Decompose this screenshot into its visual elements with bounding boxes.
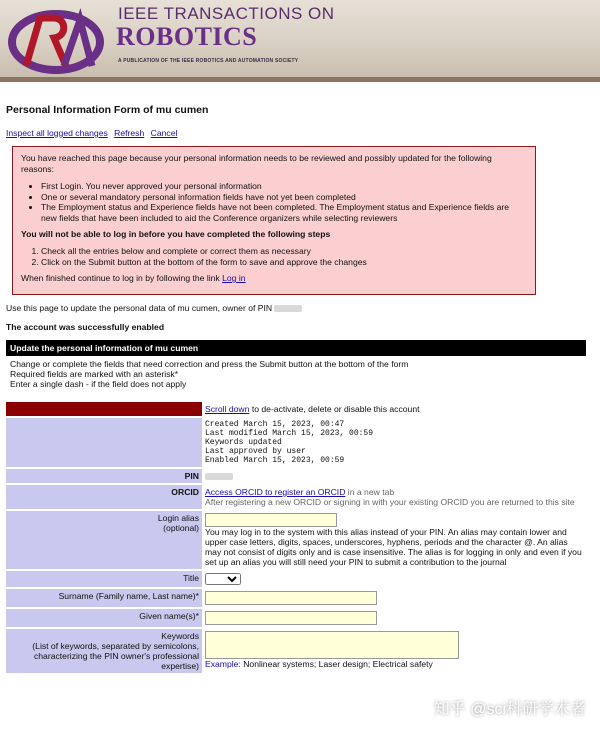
personal-info-form (6, 400, 586, 675)
orcid-note: After registering a new ORCID or signing in with your existing ORCID you are returned to this site (205, 497, 575, 507)
title-label-cell (6, 571, 202, 587)
pin-value-cell (202, 469, 586, 483)
alert-reason: • The Employment status and Experience fields have not been completed. The Employment status and Experience fields are new fields that have been included to aid the Conference organizers while selecting reviewers (41, 202, 527, 223)
form-row-alias (6, 511, 586, 569)
refresh-link[interactable]: Refresh (114, 128, 145, 138)
form-label-cell (6, 402, 202, 416)
instructions (6, 356, 594, 392)
pin-label: PIN (184, 471, 199, 481)
alias-help: You may log in to the system with this alias instead of your PIN. An alias may contain lower and upper case letters, digits, spaces, underscores, hyphens, periods and the character @. An alias may not consist of digits only and is case insensitive. The alias is for logging in only and even if you set up an alias you will still need your PIN to submit a contribution to the journal (205, 527, 582, 567)
scroll-cell (202, 402, 586, 416)
form-row-given (6, 609, 586, 627)
alert-step: 2. Click on the Submit button at the bottom of the form to save and approve the changes (41, 257, 527, 268)
scroll-text: to de-activate, delete or disable this account (251, 404, 420, 414)
form-row-pin (6, 469, 586, 483)
form-row-title (6, 571, 586, 587)
title-value-cell (202, 571, 586, 587)
title-select[interactable] (205, 573, 241, 585)
form-label-cell (6, 418, 202, 467)
keywords-value-cell (202, 629, 586, 673)
example-text: Nonlinear systems; Laser design; Electrical safety (243, 659, 433, 669)
pin-info (6, 303, 594, 314)
surname-value-cell (202, 589, 586, 607)
log-cell (202, 418, 586, 467)
journal-banner (0, 0, 600, 82)
orcid-value-cell (202, 485, 586, 509)
zhihu-watermark: 知乎 @sci科研学术者 (433, 701, 586, 718)
login-alias-input[interactable] (205, 513, 337, 527)
pin-value-redacted (205, 473, 233, 480)
orcid-label-cell (6, 485, 202, 509)
example-label: Example: (205, 659, 241, 669)
section-heading: Update the personal information of mu cumen (6, 340, 586, 356)
account-log: Created March 15, 2023, 00:47 Last modified March 15, 2023, 00:59 Keywords updated Last approved by user Enabled March 15, 2023, 00:59 (205, 420, 374, 465)
page-title: Personal Information Form of mu cumen (6, 104, 209, 116)
pin-info-text: Use this page to update the personal data of mu cumen, owner of PIN (6, 303, 273, 313)
banner-line2: ROBOTICS (116, 22, 258, 51)
form-row-orcid (6, 485, 586, 509)
instruction-line: Required fields are marked with an asterisk* (10, 369, 179, 379)
alert-reason: • One or several mandatory personal information fields have not yet been completed (41, 192, 527, 203)
orcid-label: ORCID (171, 487, 199, 497)
surname-input[interactable] (205, 591, 377, 605)
alert-reasons (21, 181, 527, 223)
alert-finish-text: When finished continue to log in by following the link (21, 273, 220, 283)
surname-label-cell (6, 589, 202, 607)
orcid-tab-note: in a new tab (347, 487, 395, 497)
alert-finish (21, 273, 527, 284)
success-message: The account was successfully enabled (6, 322, 165, 332)
keywords-sub: (List of keywords, separated by semicolons, characterizing the PIN owner's professional expertise) (32, 641, 199, 671)
top-links (6, 128, 594, 138)
given-value-cell (202, 609, 586, 627)
page-content (6, 100, 594, 675)
given-label-cell (6, 609, 202, 627)
pin-redacted (274, 305, 302, 312)
surname-label: Surname (Family name, Last name)* (58, 591, 199, 601)
instruction-line: Enter a single dash - if the field does not apply (10, 379, 187, 389)
login-link[interactable]: Log in (222, 273, 246, 283)
alias-label: Login alias (157, 513, 199, 523)
form-row-log (6, 418, 586, 467)
orcid-register-link[interactable]: Access ORCID to register an ORCID (205, 487, 346, 497)
keywords-label: Keywords (161, 631, 199, 641)
banner-line1: IEEE TRANSACTIONS ON (118, 4, 335, 23)
alert-warning: You will not be able to log in before you have completed the following steps (21, 229, 331, 239)
alert-steps (21, 246, 527, 267)
review-alert-box (12, 146, 536, 295)
form-row-surname (6, 589, 586, 607)
cancel-link[interactable]: Cancel (150, 128, 178, 138)
title-label: Title (183, 573, 199, 583)
form-row-scroll (6, 402, 586, 416)
banner-line3: A PUBLICATION OF THE IEEE ROBOTICS AND AUTOMATION SOCIETY (118, 58, 299, 64)
keywords-label-cell (6, 629, 202, 673)
alert-step: 1. Check all the entries below and complete or correct them as necessary (41, 246, 527, 257)
instruction-line: Change or complete the fields that need correction and press the Submit button at the bottom of the form (10, 359, 409, 369)
alias-optional: (optional) (163, 523, 199, 533)
given-label: Given name(s)* (139, 611, 199, 621)
keywords-textarea[interactable] (205, 631, 459, 659)
alias-value-cell (202, 511, 586, 569)
inspect-changes-link[interactable]: Inspect all logged changes (6, 128, 108, 138)
pin-label-cell (6, 469, 202, 483)
scroll-down-link[interactable]: Scroll down (205, 404, 250, 414)
alert-intro: You have reached this page because your personal information needs to be reviewed and possibly updated for the following reasons: (21, 153, 492, 174)
ieee-ra-logo-icon (6, 4, 106, 76)
alert-reason: • First Login. You never approved your personal information (41, 181, 527, 192)
form-row-keywords (6, 629, 586, 673)
alias-label-cell (6, 511, 202, 569)
given-name-input[interactable] (205, 611, 377, 625)
